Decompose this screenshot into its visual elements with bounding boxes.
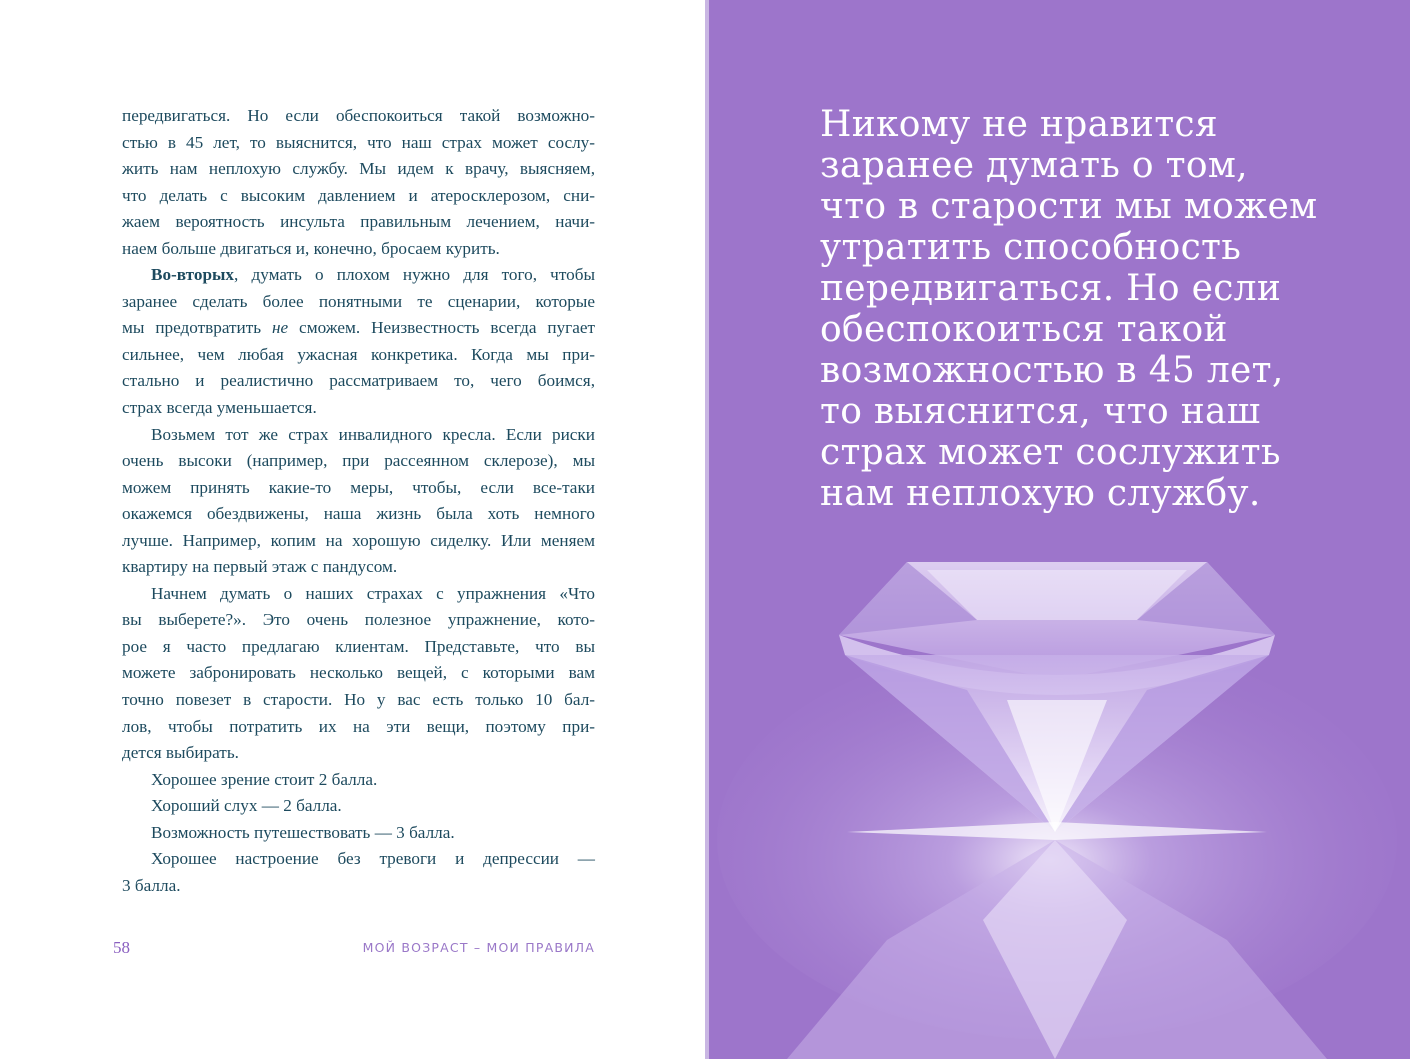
page-number: 58 <box>113 938 130 957</box>
text-line <box>122 607 595 634</box>
text-line <box>122 368 595 395</box>
running-head: МОЙ ВОЗРАСТ – МОИ ПРАВИЛА <box>362 940 595 955</box>
text-span: передвигаться. Но если обеспокоиться такой возможно- <box>122 106 595 125</box>
quote-line: страх может сослужить <box>820 432 1281 473</box>
quote-line: то выяснится, что наш <box>820 391 1261 432</box>
text-line <box>122 315 595 342</box>
text-line <box>122 289 595 316</box>
text-line <box>122 660 595 687</box>
text-line <box>122 820 595 847</box>
quote-line: обеспокоиться такой <box>820 309 1228 350</box>
text-span: можем принять какие-то меры, чтобы, если все-таки <box>122 477 595 497</box>
text-span: окажемся обездвижены, наша жизнь была хоть немного <box>122 504 595 524</box>
text-line <box>122 395 595 422</box>
text-line <box>122 422 595 449</box>
text-span: Возьмем тот же страх инвалидного кресла. Если риски <box>151 424 595 444</box>
text-span: точно повезет в старости. Но у вас есть только 10 бал- <box>122 690 595 710</box>
text-line <box>122 634 595 661</box>
quote-line: Никому не нравится <box>820 104 1218 145</box>
text-line <box>122 342 595 369</box>
text-span: лучше. Например, копим на хорошую сиделку. Или меняем <box>122 530 595 550</box>
text-span: Возможность путешествовать — 3 балла. <box>151 822 455 842</box>
text-span: жаем вероятность инсульта правильным лечением, начи- <box>122 212 595 232</box>
text-span: наем больше двигаться и, конечно, бросаем курить. <box>122 238 500 258</box>
text-line <box>122 475 595 502</box>
text-span: сильнее, чем любая ужасная конкретика. Когда мы при- <box>122 344 595 364</box>
text-span: дется выбирать. <box>122 743 239 763</box>
text-line <box>122 873 595 900</box>
text-line <box>122 236 595 263</box>
text-line <box>122 687 595 714</box>
text-line <box>122 156 595 183</box>
text-line <box>122 793 595 820</box>
text-span: лов, чтобы потратить их на эти вещи, поэтому при- <box>122 716 595 736</box>
bold-text: Во-вторых <box>151 265 235 285</box>
text-line <box>122 554 595 581</box>
text-span: 3 балла. <box>122 875 181 895</box>
text-line <box>122 740 595 767</box>
text-line <box>122 501 595 528</box>
text-line <box>122 262 595 289</box>
text-span: сможем. Неизвестность всегда пугает <box>288 318 595 338</box>
text-line <box>122 767 595 794</box>
body-text <box>122 103 595 899</box>
text-span: вы выберете?». Это очень полезное упражнение, кото- <box>122 610 595 630</box>
text-line <box>122 714 595 741</box>
text-span: можете забронировать несколько вещей, с которыми вам <box>122 663 595 683</box>
page-gutter <box>705 0 709 1059</box>
text-span: Хорошее настроение без тревоги и депрессии — <box>151 849 595 869</box>
quote-line: утратить способность <box>820 227 1242 268</box>
text-span: что делать с высоким давлением и атеросклерозом, сни- <box>122 185 595 205</box>
quote-line: что в старости мы можем <box>820 186 1318 227</box>
text-line <box>122 448 595 475</box>
right-page <box>707 0 1410 1059</box>
text-span: Хорошее зрение стоит 2 балла. <box>151 769 378 789</box>
text-span: рое я часто предлагаю клиентам. Представьте, что вы <box>122 636 595 656</box>
text-span: страх всегда уменьшается. <box>122 398 317 418</box>
quote-line: нам неплохую службу. <box>820 473 1261 514</box>
pull-quote <box>820 104 1317 514</box>
text-line <box>122 103 595 130</box>
text-span: Хороший слух — 2 балла. <box>151 796 342 816</box>
text-span: мы предотвратить <box>122 318 272 338</box>
text-line <box>122 581 595 608</box>
text-span: квартиру на первый этаж с пандусом. <box>122 557 398 577</box>
text-line <box>122 130 595 157</box>
text-span: Начнем думать о наших страхах с упражнения «Что <box>151 583 595 603</box>
text-span: стью в 45 лет, то выяснится, что наш страх может сослу- <box>122 132 595 152</box>
quote-line: передвигаться. Но если <box>820 268 1282 309</box>
quote-line: заранее думать о том, <box>820 145 1248 186</box>
text-line <box>122 183 595 210</box>
text-span: заранее сделать более понятными те сценарии, которые <box>122 291 595 311</box>
text-span: , думать о плохом нужно для того, чтобы <box>234 265 595 285</box>
diamond-image <box>707 540 1410 1059</box>
text-span: стально и реалистично рассматриваем то, чего боимся, <box>122 371 595 391</box>
text-span: очень высоки (например, при рассеянном склерозе), мы <box>122 451 595 471</box>
quote-line: возможностью в 45 лет, <box>820 350 1284 391</box>
italic-text: не <box>272 318 289 338</box>
text-span: жить нам неплохую службу. Мы идем к врачу, выясняем, <box>122 159 595 179</box>
text-line <box>122 528 595 555</box>
text-line <box>122 846 595 873</box>
text-line <box>122 209 595 236</box>
